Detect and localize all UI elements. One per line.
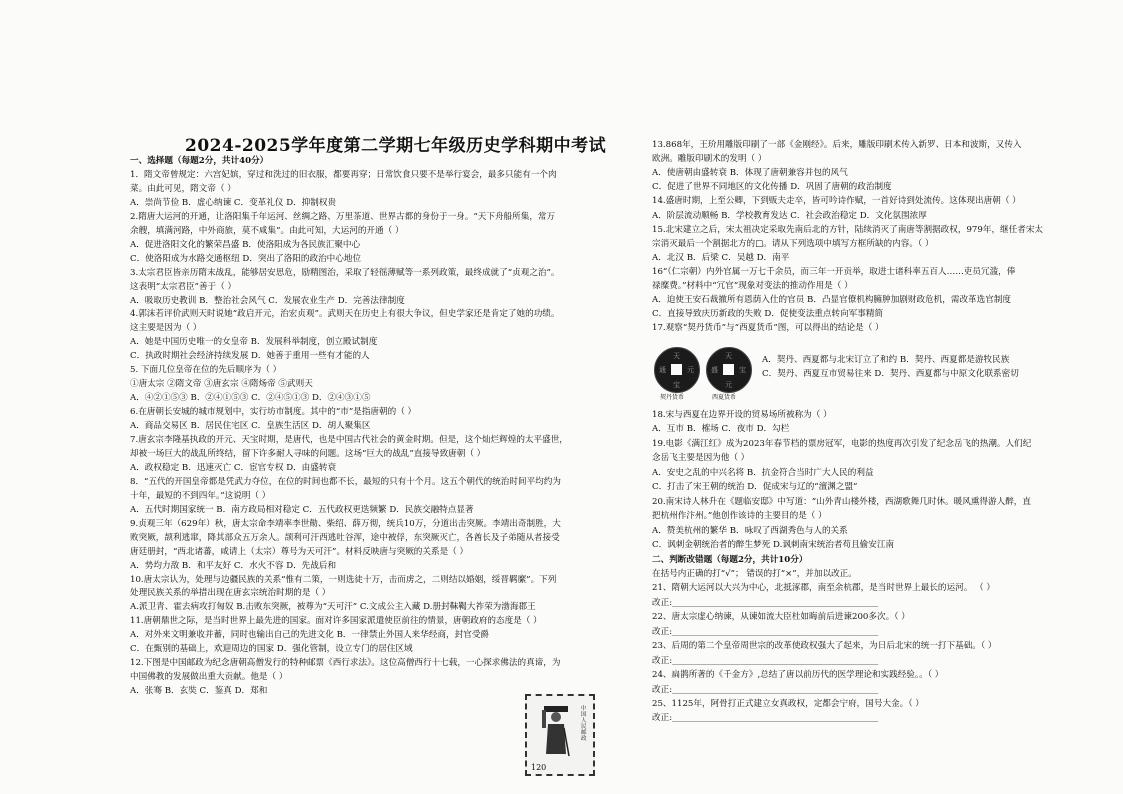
exam-text-line: 却被一场巨大的战乱所终结，留下许多耐人寻味的问题。这场“巨大的战乱”直接导致唐朝（ ）	[130, 448, 486, 459]
exam-text-line: C．直接导致庆历新政的失败 D．促使变法重点转向军事精简	[652, 309, 884, 320]
exam-text-line: 十年，最短的不到四年。”这说明（ ）	[130, 490, 271, 501]
exam-text-line: 这主要是因为（ ）	[130, 323, 202, 334]
exam-text-line: 改正:________________________________________________	[652, 713, 879, 724]
exam-text-line: A．互市 B．榷场 C．夜市 D．勾栏	[652, 424, 790, 435]
exam-text-line: 15.北宋建立之后，宋太祖决定采取先南后北的方针，陆续消灭了南唐等割据政权，979年，继任者宋太	[652, 224, 1044, 235]
exam-text-line: 21、隋朝大运河以大兴为中心，北抵涿郡，南至余杭郡，是当时世界上最长的运河。 （ ）	[652, 583, 995, 594]
exam-text-line: 16“（仁宗朝）内外官属一万七千余员，而三年一开贡举，取进士诸科率五百人……吏员冗滥，俸	[652, 266, 1016, 277]
exam-text-line: C．契丹、西夏互市贸易往来 D．契丹、西夏都与中原文化联系密切	[762, 369, 1019, 379]
exam-text-line: A．商品交易区 B．居民住宅区 C．皇族生活区 D．胡人聚集区	[130, 421, 371, 432]
exam-text-line: 禄糜费。”材料中“冗官”现象对变法的推动作用是（ ）	[652, 281, 853, 291]
exam-text-line: 9.贞观三年（629年）秋，唐太宗命李靖率李世勣、柴绍、薛万彻，统兵10万，分道出击突厥。李靖出奇制胜，大	[130, 518, 561, 529]
exam-text-line: 改正:________________________________________________	[652, 626, 879, 637]
stamp-caption: 中国人民邮政	[581, 706, 587, 742]
exam-text-line: C．执政时期社会经济持续发展 D．她善于重用一些有才能的人	[130, 351, 370, 362]
exam-text-line: 5. 下面几位皇帝在位的先后顺序为（ ）	[130, 365, 282, 376]
exam-text-line: A．安史之乱的中兴名将 B．抗金符合当时广大人民的利益	[652, 467, 874, 478]
exam-text-line: 22、唐太宗虚心纳谏，从谏如流大臣杜如晦前后进谏200多次。（ ）	[652, 612, 910, 623]
exam-text-line: 24、扁鹊所著的《千金方》,总结了唐以前历代的医学理论和实践经验。。（ ）	[652, 670, 944, 681]
exam-text-line: 23、后周的第二个皇帝周世宗的改革使政权强大了起来，为日后北宋的统一打下基础。（ ）	[652, 641, 997, 652]
exam-text-line: A．北汉 B．后梁 C．吴越 D．南平	[652, 252, 790, 263]
exam-text-line: A．阶层流动顺畅 B．学校教育发达 C．社会政治稳定 D．文化氛围浓厚	[652, 210, 927, 221]
exam-text-line: 唐廷册封，“西北诸蕃，咸请上（太宗）尊号为天可汗”。材料反映唐与突厥的关系是（ ）	[130, 546, 469, 557]
exam-text-line: 宗消灭最后一个割据北方的□。请从下列选项中填写方框所缺的内容。（ ）	[652, 238, 934, 249]
exam-text-line: C．使洛阳成为水路交通枢纽 D．突出了洛阳的政治中心地位	[130, 253, 362, 264]
exam-text-line: C．讽刺金朝统治者的醉生梦死 D.讽刺南宋统治者苟且偷安江南	[652, 540, 895, 551]
exam-text-line: A．④②①⑤③ B．②④①⑤③ C．②④⑤①③ D．②④③①⑤	[130, 393, 371, 404]
exam-text-line: 改正:________________________________________________	[652, 684, 879, 695]
exam-text-line: 1．隋文帝曾规定：六宫妃嫔，穿过和洗过的旧衣服，都要再穿；日常饮食只要不是举行宴会，最多只能有一个肉	[130, 169, 557, 180]
exam-text-line: 一、选择题（每题2分，共计40分）	[130, 156, 269, 166]
exam-text-line: 改正:________________________________________________	[652, 655, 879, 666]
exam-text-line: 12.下图是中国邮政为纪念唐朝高僧发行的特种邮票《西行求法》。这位高僧西行十七载，一心探求佛法的真谛，为	[130, 658, 561, 669]
monk-figure-icon	[542, 704, 570, 759]
exam-text-line: 4.郭沫若评价武则天时说她“政启开元，治宏贞观”。武则天在历史上有很大争议，但史学家还是肯定了她的功绩。	[130, 309, 560, 320]
exam-text-line: A．政权稳定 B．迅速灭亡 C．宦官专权 D．由盛转衰	[130, 462, 337, 473]
exam-text-line: C．打击了宋王朝的统治 D．促成宋与辽的“澶渊之盟”	[652, 482, 858, 493]
exam-text-line: A．对外来文明兼收并蓄，同时也输出自己的先进文化 B．一律禁止外国人来华经商，封官受爵	[130, 630, 490, 641]
exam-text-line: 25、1125年，阿骨打正式建立女真政权，定都会宁府，国号大金。（ ）	[652, 699, 924, 709]
exam-title: 2024-2025学年度第二学期七年级历史学科期中考试	[185, 136, 607, 156]
exam-text-line: 这表明“太宗君臣”善于（ ）	[130, 281, 237, 292]
exam-text-line: 11.唐朝鼎世之际，是当时世界上最先进的国家。面对许多国家派遣使臣前往的情景，唐朝政府的态度是（ ）	[130, 616, 542, 627]
exam-text-line: A．使唐朝由盛转衰 B．体现了唐朝兼容并包的风气	[652, 168, 848, 179]
exam-text-line: 19.电影《满江红》成为2023年春节档的票房冠军，电影的热度再次引发了纪念岳飞的热潮。人们纪	[652, 438, 1032, 449]
exam-text-line: A．五代时期国家统一 B．南方政局相对稳定 C．五代政权更迭频繁 D．民族交融特点显著	[130, 504, 474, 515]
exam-text-line: 余艘，填满河路，中外商旅，莫不咸集”。由此可知，大运河的开通（ ）	[130, 225, 404, 236]
exam-text-line: 6.在唐朝长安城的城市规划中，实行坊市制度。其中的“市”是指唐朝的（ ）	[130, 407, 417, 418]
exam-text-line: 二、判断改错题（每题2分，共计10分）	[652, 554, 808, 565]
exam-text-line: 18.宋与西夏在边界开设的贸易场所被称为（ ）	[652, 410, 832, 420]
exam-text-line: 在括号内正确的打“√”； 错误的打“×”，并加以改正。	[652, 568, 857, 579]
coin-images	[652, 345, 756, 400]
exam-text-line: 7.唐玄宗李隆基执政的开元、天宝时期，是唐代，也是中国古代社会的黄金时期。但是，这个灿烂辉煌的太平盛世，	[130, 435, 568, 445]
exam-text-line: 念岳飞主要是因为他（ ）	[652, 453, 750, 464]
exam-text-line: 菜。由此可见，隋文帝（ ）	[130, 183, 236, 194]
exam-text-line: 14.盛唐时期，上至公卿，下到贩夫走卒，皆可吟诗作赋，一首好诗到处流传。这体现出唐朝（ ）	[652, 196, 1021, 207]
exam-text-line: A．张骞 B．玄奘 C．鉴真 D．郑和	[130, 686, 268, 697]
exam-text-line: 败突厥，颉利逃窜，降其部众五万余人。颉利可汗西逃吐谷浑，途中被俘，东突厥灭亡，各酋长及子弟随从者接受	[130, 532, 560, 543]
exam-text-line: 处理民族关系的举措出现在唐玄宗统治时期的是（ ）	[130, 588, 331, 599]
exam-text-line: C．在甄别的基础上，欢迎周边的国家 D．强化管制，设立专门的居住区域	[130, 644, 413, 655]
exam-text-line: 2.隋唐大运河的开通，让洛阳集千年运河、丝绸之路、万里茶道、世界古都的身份于一身。“天下舟船所集，常万	[130, 211, 556, 222]
exam-text-line: A．崇尚节俭 B．虚心纳谏 C．变革礼仪 D．抑制权贵	[130, 197, 337, 208]
exam-text-line: C．促进了世界不同地区的文化传播 D．巩固了唐朝的政治制度	[652, 182, 892, 193]
stamp-image	[525, 694, 595, 776]
exam-text-line: A.派卫青、霍去病攻打匈奴 B.击败东突厥，被尊为“天可汗” C.文成公主入藏 D.册封靺鞨大祚荣为渤海郡王	[130, 602, 536, 613]
exam-text-line: ①唐太宗 ②隋文帝 ③唐玄宗 ④隋炀帝 ⑤武则天	[130, 379, 313, 390]
exam-text-line: A．迫使王安石裁撤所有恩荫入仕的官员 B．凸显官僚机构臃肿加剧财政危机，需改革选官制度	[652, 295, 1012, 306]
exam-text-line: 20.南宋诗人林升在《题临安邸》中写道：“山外青山楼外楼，西湖歌舞几时休。暖风熏得游人醉，直	[652, 496, 1031, 507]
exam-text-line: 13.868年，王玠用雕版印刷了一部《金刚经》。后来，雕版印刷术传入新罗、日本和波斯，又传入	[652, 140, 1022, 150]
exam-text-line: 17.观察“契丹货币”与“西夏货币”图，可以得出的结论是（ ）	[652, 323, 884, 334]
exam-text-line: A．促进洛阳文化的繁荣昌盛 B．使洛阳成为各民族汇聚中心	[130, 239, 361, 250]
xixia-coin-image: 天 元 盛 宝	[706, 347, 752, 393]
exam-text-line: 改正:________________________________________________	[652, 597, 879, 608]
exam-text-line: A．契丹、西夏都与北宋订立了和约 B．契丹、西夏都是游牧民族	[762, 355, 1010, 365]
exam-text-line: 10.唐太宗认为，处理与边疆民族的关系“惟有二策，一则选徒十万，击而虏之，二则结以婚姻，绥晋羁縻”。下列	[130, 574, 557, 585]
khitan-coin-caption: 契丹货币	[660, 394, 685, 401]
exam-text-line: 3.太宗君臣皆亲历隋末战乱，能够居安思危，励精图治，采取了轻徭薄赋等一系列政策，最终成就了“贞观之治”。	[130, 267, 560, 278]
exam-text-line: A．势均力敌 B．和平友好 C．水火不容 D．先战后和	[130, 560, 337, 571]
exam-text-line: A．吸取历史教训 B．整治社会风气 C．发展农业生产 D．完善法律制度	[130, 295, 405, 306]
exam-text-line: 中国佛教的发展做出重大贡献。他是（ ）	[130, 672, 288, 683]
khitan-coin-image: 天 宝 通 元	[654, 347, 700, 393]
exam-text-line: 把杭州作汴州。”他创作该诗的主要目的是（ ）	[652, 511, 827, 522]
stamp-value: 120	[531, 763, 547, 772]
exam-text-line: A．她是中国历史唯一的女皇帝 B．发展科举制度，创立殿试制度	[130, 337, 378, 348]
exam-text-line: 欧洲。雕版印刷术的发明（ ）	[652, 154, 767, 165]
xixia-coin-caption: 西夏货币	[712, 394, 737, 401]
exam-text-line: 8．“五代的开国皇帝都是凭武力夺位，在位的时间也都不长，最短的只有十个月。这五个朝代的统治时间平均约为	[130, 476, 561, 487]
exam-text-line: A．赞美杭州的繁华 B．咏叹了西湖秀色与人的关系	[652, 525, 848, 536]
